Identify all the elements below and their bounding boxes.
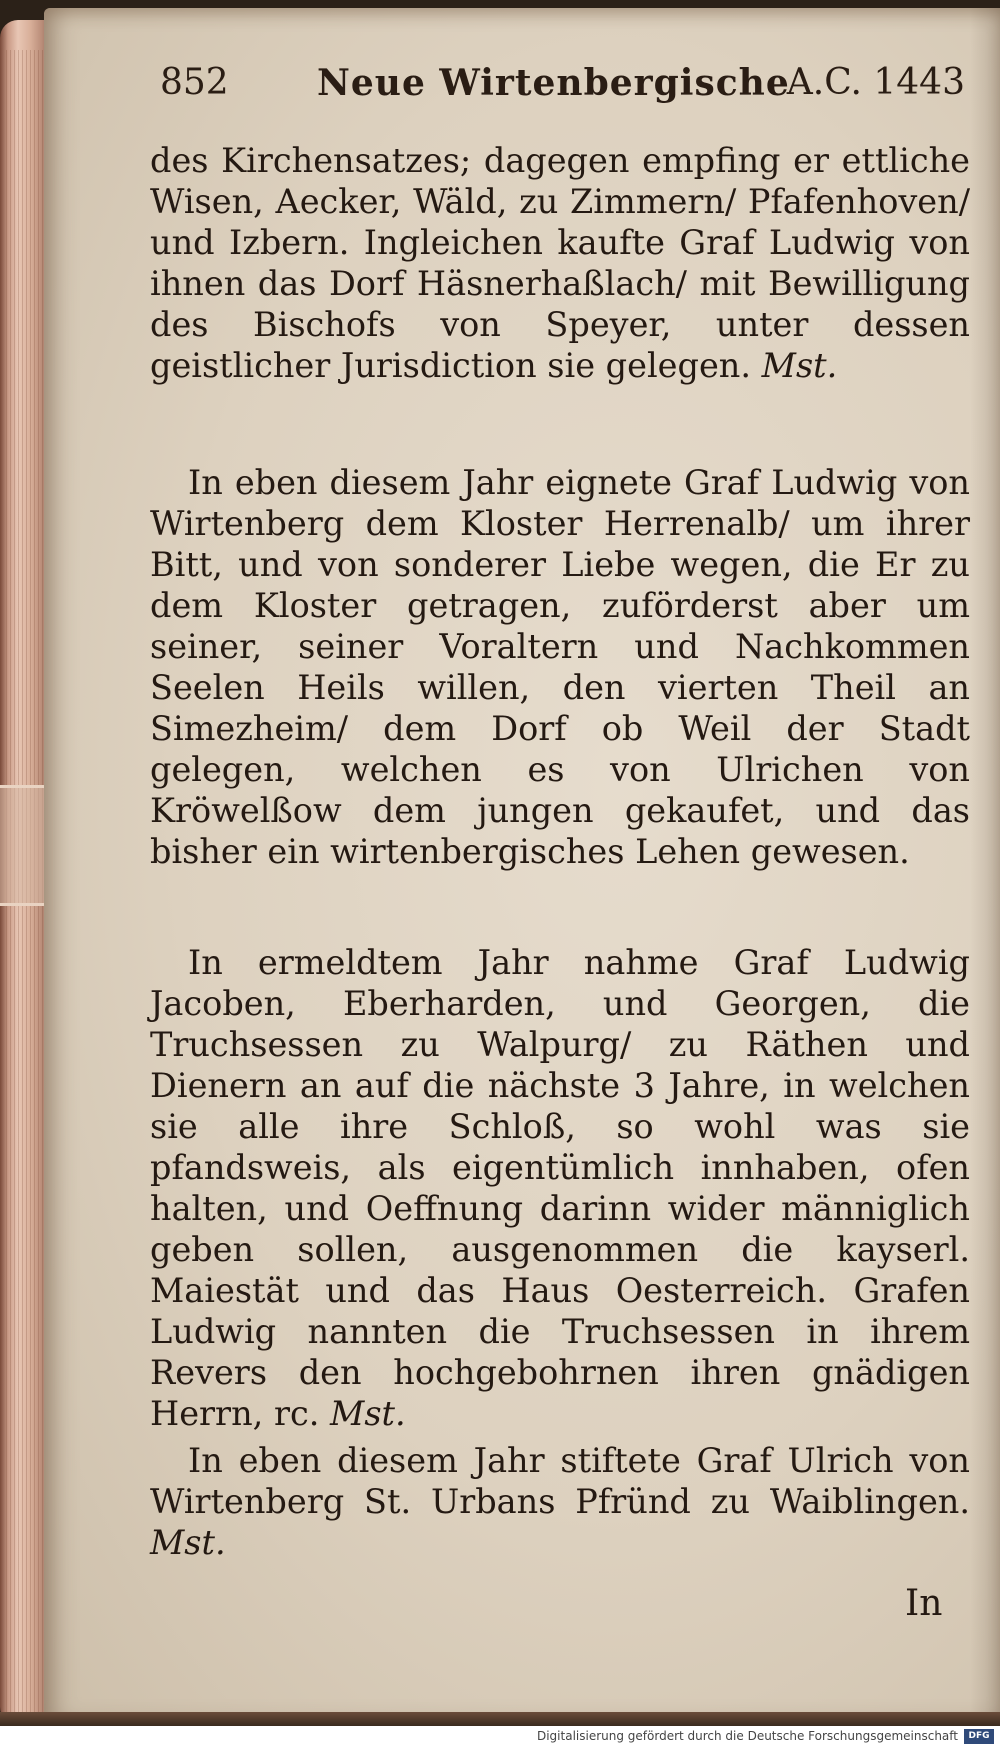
page-bottom-edge — [0, 1712, 1000, 1726]
footer-credit: Digitalisierung gefördert durch die Deutsche Forschungsgemeinschaft — [536, 1729, 958, 1743]
paragraph-1-source: Mst. — [761, 346, 838, 385]
page-shadow — [970, 8, 1000, 1723]
catchword: In — [905, 1583, 943, 1624]
running-title: Neue Wirtenbergische — [317, 62, 790, 104]
paragraph-4 — [150, 1440, 970, 1563]
running-header — [112, 62, 977, 112]
page-number: 852 — [160, 62, 229, 103]
digitization-footer — [0, 1726, 1000, 1748]
year-marker: A.C. 1443 — [786, 62, 965, 103]
paragraph-3-source: Mst. — [330, 1394, 406, 1433]
dfg-logo-badge: DFG — [964, 1729, 994, 1744]
paragraph-2-text: In eben diesem Jahr eignete Graf Ludwig von Wirtenberg dem Kloster Herrenalb/ um ihrer Bitt, und von sonderer Liebe wegen, die Er zu dem Kloster getragen, zuförderst aber um seiner, seiner Voraltern und Nachkommen Seelen Heils willen, den vierten Theil an Simezheim/ dem Dorf ob Weil der Stadt gelegen, welchen es von Ulrichen von Kröwelßow dem jungen gekaufet, und das bisher ein wirtenbergisches Lehen gewesen. — [150, 463, 970, 871]
paragraph-4-source: Mst. — [150, 1523, 226, 1562]
paragraph-2 — [150, 462, 970, 872]
paragraph-3-text: In ermeldtem Jahr nahme Graf Ludwig Jacoben, Eberharden, und Georgen, die Truchsessen zu Walpurg/ zu Räthen und Dienern an auf die nächste 3 Jahre, in welchen sie alle ihre Schloß, so wohl was sie pfandsweis, als eigentümlich innhaben, ofen halten, und Oeffnung darinn wider männiglich geben sollen, ausgenommen die kayserl. Maiestät und das Haus Oesterreich. Grafen Ludwig nannten die Truchsessen in ihrem Revers den hochgebohrnen ihren gnädigen Herrn, rc. — [150, 943, 970, 1433]
paragraph-4-text: In eben diesem Jahr stiftete Graf Ulrich von Wirtenberg St. Urbans Pfründ zu Waiblingen. — [150, 1441, 970, 1521]
paragraph-1-text: des Kirchensatzes; dagegen empfing er ettliche Wisen, Aecker, Wäld, zu Zimmern/ Pfafenhoven/ und Izbern. Ingleichen kaufte Graf Ludwig von ihnen das Dorf Häsnerhaßlach/ mit Bewilligung des Bischofs von Speyer, unter dessen geistlicher Jurisdiction sie gelegen. — [150, 141, 970, 385]
paragraph-3 — [150, 942, 970, 1434]
paragraph-1 — [150, 140, 970, 386]
